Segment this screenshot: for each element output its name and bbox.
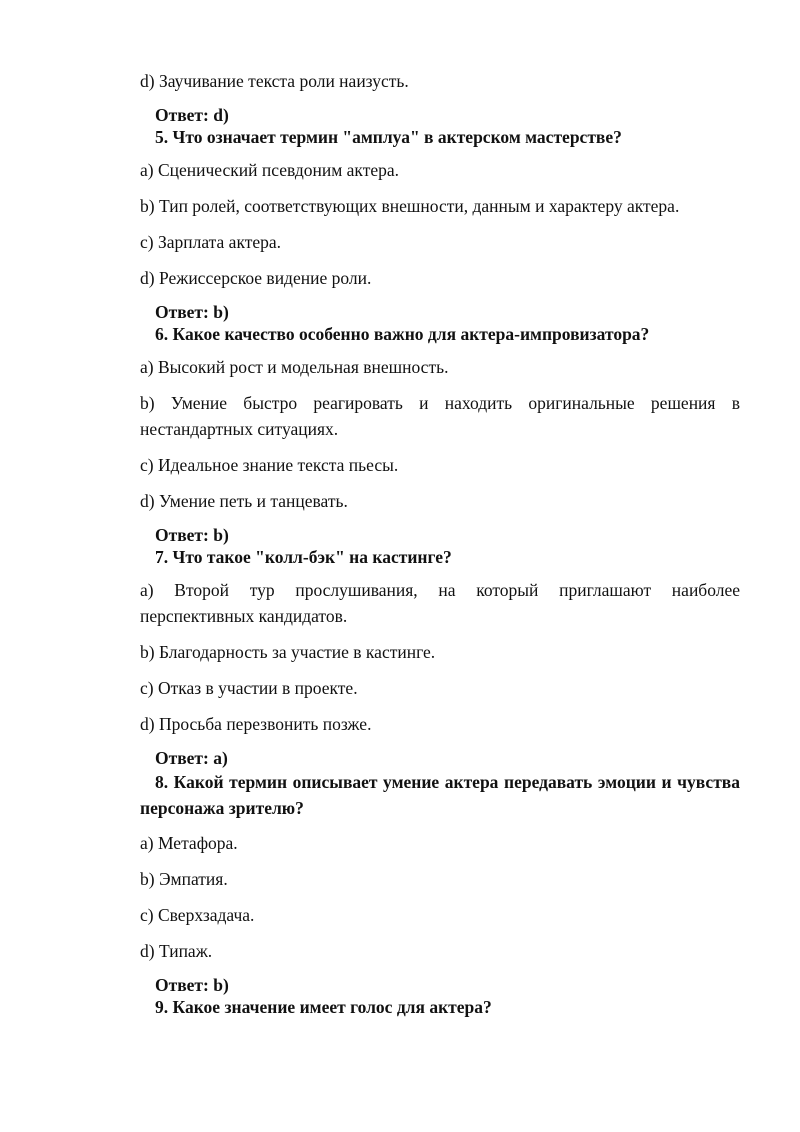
- answer-option: d) Типаж.: [140, 941, 213, 961]
- answer-option: b) Эмпатия.: [140, 869, 228, 889]
- question-heading: 8. Какой термин описывает умение актера передавать эмоции и чувства персонажа зрителю?: [140, 772, 740, 818]
- question-heading: 5. Что означает термин "амплуа" в актерском мастерстве?: [155, 127, 622, 147]
- answer-option: c) Зарплата актера.: [140, 232, 282, 252]
- answer-option: c) Сверхзадача.: [140, 905, 255, 925]
- answer-option: a) Сценический псевдоним актера.: [140, 160, 400, 180]
- answer-option: d) Просьба перезвонить позже.: [140, 714, 372, 734]
- answer-option: d) Заучивание текста роли наизусть.: [140, 71, 409, 91]
- question-heading: 9. Какое значение имеет голос для актера?: [155, 997, 492, 1017]
- answer-option: d) Умение петь и танцевать.: [140, 491, 348, 511]
- answer-option: c) Отказ в участии в проекте.: [140, 678, 358, 698]
- answer-option: b) Тип ролей, соответствующих внешности, данным и характеру актера.: [140, 196, 680, 216]
- answer-option: c) Идеальное знание текста пьесы.: [140, 455, 399, 475]
- document-body: [140, 68, 740, 1027]
- answer-key: Ответ: b): [155, 302, 229, 322]
- answer-option: b) Благодарность за участие в кастинге.: [140, 642, 436, 662]
- answer-option: a) Второй тур прослушивания, на который приглашают наиболее перспективных кандидатов.: [140, 580, 740, 626]
- answer-key: Ответ: b): [155, 525, 229, 545]
- question-heading: 7. Что такое "колл-бэк" на кастинге?: [155, 547, 452, 567]
- answer-option: a) Метафора.: [140, 833, 238, 853]
- answer-option: d) Режиссерское видение роли.: [140, 268, 372, 288]
- answer-option: a) Высокий рост и модельная внешность.: [140, 357, 449, 377]
- answer-option: b) Умение быстро реагировать и находить оригинальные решения в нестандартных ситуациях.: [140, 393, 740, 439]
- question-heading: 6. Какое качество особенно важно для актера-импровизатора?: [155, 324, 650, 344]
- answer-key: Ответ: d): [155, 105, 229, 125]
- answer-key: Ответ: b): [155, 975, 229, 995]
- answer-key: Ответ: a): [155, 748, 228, 768]
